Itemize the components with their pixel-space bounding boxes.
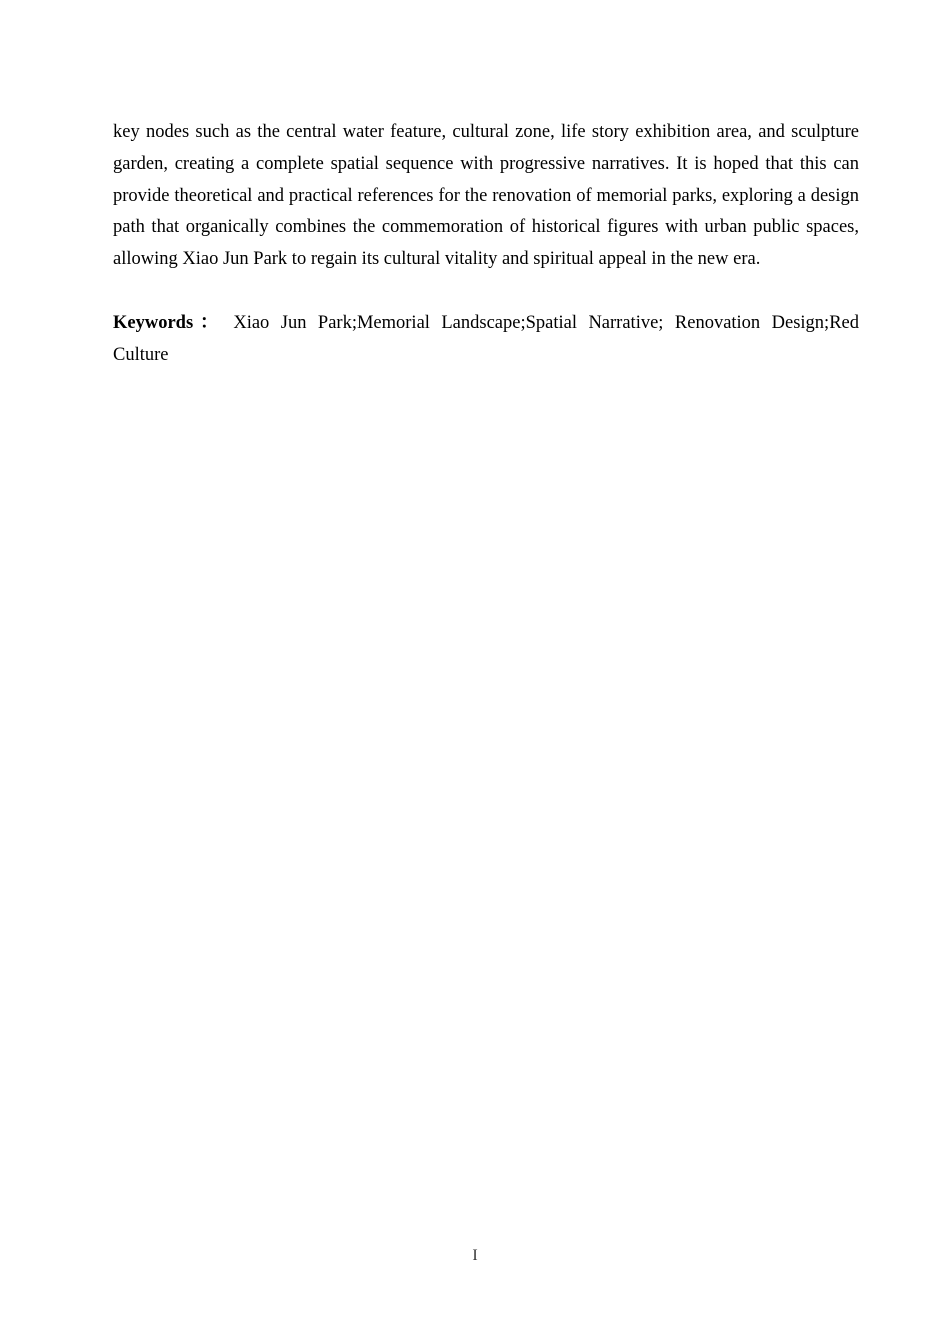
- keywords-label: Keywords: [113, 312, 194, 333]
- page-content: [113, 117, 859, 372]
- keywords-line: [113, 308, 859, 372]
- keywords-text: Xiao Jun Park;Memorial Landscape;Spatial Narrative; Renovation Design;Red Culture: [113, 312, 859, 365]
- page-number: I: [472, 1247, 478, 1264]
- keywords-separator: ：: [193, 312, 226, 333]
- abstract-paragraph: key nodes such as the central water feature, cultural zone, life story exhibition area, and sculpture garden, creating a complete spatial sequence with progressive narratives. It is hoped that this can provide theoretical and practical references for the renovation of memorial parks, exploring a design path that organically combines the commemoration of historical figures with urban public spaces, allowing Xiao Jun Park to regain its cultural vitality and spiritual appeal in the new era.: [113, 122, 859, 270]
